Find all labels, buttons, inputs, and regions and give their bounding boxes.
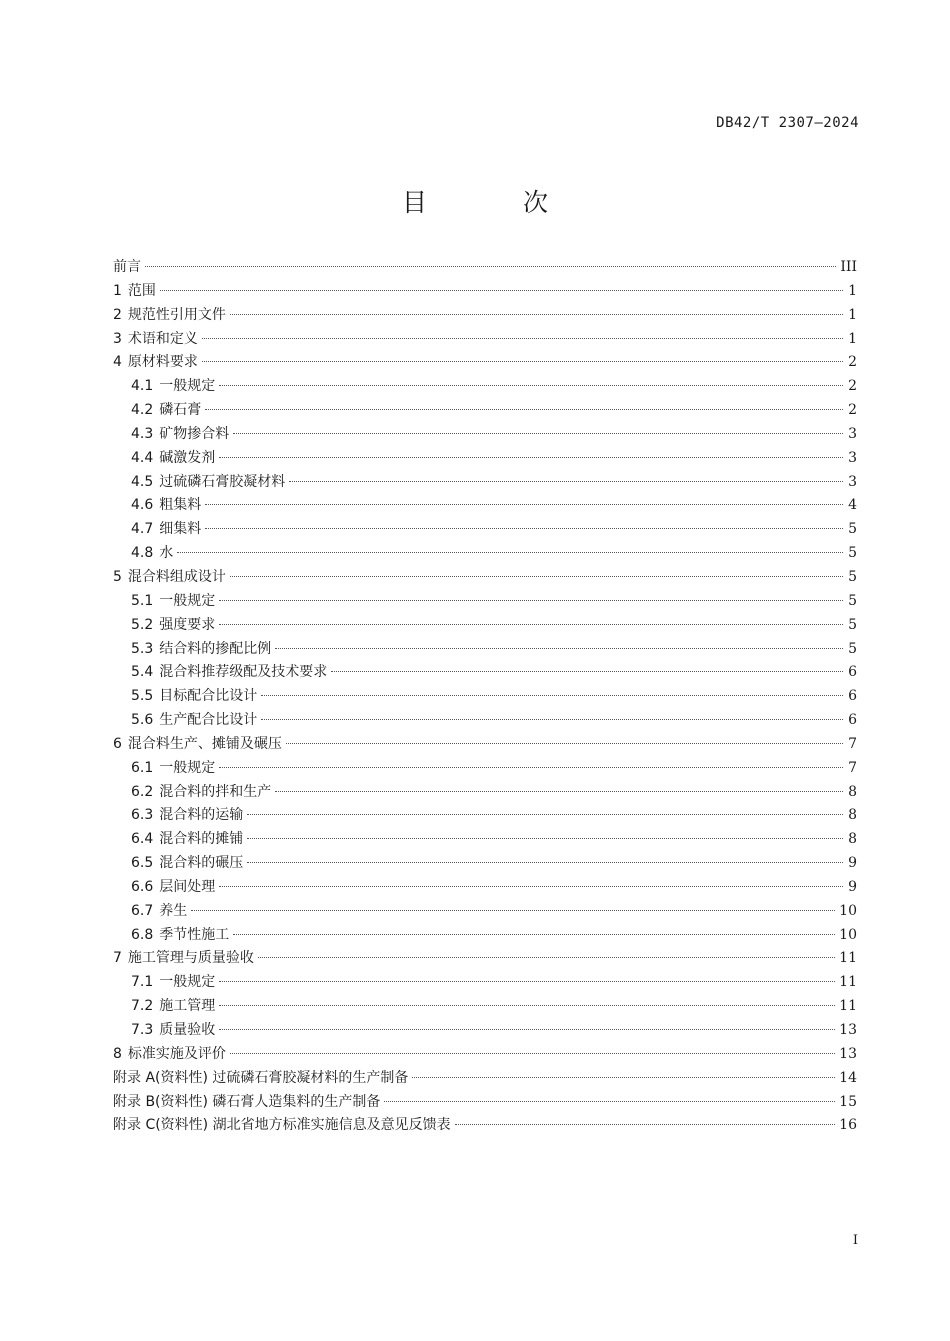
toc-entry-number: 5.6 <box>131 712 154 729</box>
toc-entry[interactable] <box>113 614 857 638</box>
toc-entry-page: 9 <box>848 878 857 895</box>
dot-leader <box>202 361 843 362</box>
toc-entry-page: 8 <box>848 807 857 824</box>
toc-entry-page: 10 <box>839 902 857 919</box>
dot-leader <box>258 957 835 958</box>
dot-leader <box>286 743 843 744</box>
toc-entry[interactable] <box>113 947 857 971</box>
toc-entry-page: 6 <box>848 688 857 705</box>
dot-leader <box>289 481 843 482</box>
toc-entry-number: 4.3 <box>131 425 154 442</box>
toc-entry[interactable] <box>113 1067 857 1091</box>
dot-leader <box>275 648 843 649</box>
toc-entry[interactable] <box>113 423 857 447</box>
toc-entry-label: 生产配合比设计 <box>159 712 258 729</box>
toc-entry-page: 13 <box>839 1045 857 1062</box>
dot-leader <box>219 385 843 386</box>
toc-entry[interactable] <box>113 447 857 471</box>
toc-entry-number: 4.7 <box>131 521 154 538</box>
toc-entry-page: 8 <box>848 831 857 848</box>
toc-entry-label: 前言 <box>113 259 141 275</box>
toc-entry[interactable] <box>113 542 857 566</box>
toc-entry[interactable] <box>113 733 857 757</box>
toc-entry[interactable] <box>113 995 857 1019</box>
toc-entry-label: 过硫磷石膏胶凝材料 <box>159 473 286 490</box>
toc-entry-number: 3 <box>113 330 122 347</box>
toc-entry-page: 2 <box>848 402 857 419</box>
dot-leader <box>331 671 843 672</box>
toc-entry-label: 附录 A(资料性) 过硫磷石膏胶凝材料的生产制备 <box>113 1069 409 1086</box>
toc-entry[interactable] <box>113 1091 857 1115</box>
toc-entry-number: 4.5 <box>131 473 154 490</box>
toc-entry-page: 7 <box>848 759 857 776</box>
toc-entry-number: 6.6 <box>131 878 154 895</box>
toc-entry[interactable] <box>113 852 857 876</box>
dot-leader <box>384 1101 835 1102</box>
toc-entry-page: 3 <box>848 473 857 490</box>
dot-leader <box>219 1029 835 1030</box>
toc-entry-number: 8 <box>113 1045 122 1062</box>
toc-entry[interactable] <box>113 566 857 590</box>
toc-entry[interactable] <box>113 399 857 423</box>
toc-entry-page: 5 <box>848 521 857 538</box>
toc-entry-page: 11 <box>839 950 857 967</box>
toc-entry-label: 粗集料 <box>159 497 202 514</box>
toc-entry-label: 结合料的掺配比例 <box>159 640 272 657</box>
toc-entry-number: 5.4 <box>131 664 154 681</box>
toc-entry-label: 一般规定 <box>159 759 216 776</box>
toc-entry-label: 一般规定 <box>159 592 216 609</box>
toc-entry-number: 6.5 <box>131 855 154 872</box>
toc-entry-label: 混合料推荐级配及技术要求 <box>159 664 328 681</box>
toc-entry-page: 11 <box>839 998 857 1015</box>
dot-leader <box>247 814 843 815</box>
dot-leader <box>177 552 843 553</box>
toc-entry-number: 4.8 <box>131 545 154 562</box>
toc-entry-page: 1 <box>848 306 857 323</box>
toc-entry-page: 14 <box>839 1069 857 1086</box>
toc-entry-number: 6 <box>113 735 122 752</box>
toc-entry-page: 6 <box>848 712 857 729</box>
dot-leader <box>233 433 843 434</box>
dot-leader <box>261 695 843 696</box>
toc-entry-label: 一般规定 <box>159 974 216 991</box>
dot-leader <box>412 1077 835 1078</box>
toc-entry-page: 10 <box>839 926 857 943</box>
toc-entry-number: 4.6 <box>131 497 154 514</box>
toc-entry[interactable] <box>113 304 857 328</box>
toc-entry-label: 混合料的碾压 <box>159 855 244 872</box>
dot-leader <box>455 1124 836 1125</box>
page-number: I <box>852 1233 858 1248</box>
toc-entry-page: 8 <box>848 783 857 800</box>
toc-entry[interactable] <box>113 781 857 805</box>
toc-entry[interactable] <box>113 1043 857 1067</box>
toc-entry[interactable] <box>113 1019 857 1043</box>
dot-leader <box>219 767 843 768</box>
toc-entry[interactable] <box>113 518 857 542</box>
toc-entry-label: 混合料的拌和生产 <box>159 783 272 800</box>
toc-entry-label: 混合料的运输 <box>159 807 244 824</box>
toc-entry-label: 混合料生产、摊铺及碾压 <box>127 735 282 752</box>
toc-entry-number: 7.3 <box>131 1022 154 1038</box>
toc-entry-page: III <box>840 259 857 275</box>
dot-leader <box>202 338 843 339</box>
toc-entry-number: 5.3 <box>131 640 154 657</box>
dot-leader <box>160 290 843 291</box>
dot-leader <box>230 1053 835 1054</box>
toc-entry-page: 5 <box>848 545 857 562</box>
toc-entry-label: 磷石膏 <box>159 402 202 419</box>
toc-entry[interactable] <box>113 900 857 924</box>
toc-entry-label: 矿物掺合料 <box>159 425 230 442</box>
toc-entry-label: 标准实施及评价 <box>127 1045 226 1062</box>
dot-leader <box>219 624 843 625</box>
toc-entry-page: 6 <box>848 664 857 681</box>
toc-entry[interactable] <box>113 709 857 733</box>
page-title: 目 次 <box>402 188 592 217</box>
toc-entry[interactable] <box>113 328 857 352</box>
dot-leader <box>261 719 843 720</box>
toc-entry[interactable] <box>113 638 857 662</box>
toc-entry-label: 目标配合比设计 <box>159 688 258 705</box>
toc-entry-label: 层间处理 <box>159 878 216 895</box>
dot-leader <box>230 314 843 315</box>
toc-entry-number: 4.2 <box>131 402 154 419</box>
toc-entry-number: 6.8 <box>131 926 154 943</box>
toc-entry-number: 4.1 <box>131 378 154 395</box>
toc-entry-page: 3 <box>848 425 857 442</box>
toc-entry-page: 11 <box>839 974 857 991</box>
toc-entry[interactable] <box>113 757 857 781</box>
toc-entry[interactable] <box>113 661 857 685</box>
toc-entry-number: 6.2 <box>131 783 154 800</box>
toc-entry-label: 水 <box>159 545 174 562</box>
dot-leader <box>145 266 836 267</box>
toc-entry-label: 原材料要求 <box>127 354 198 371</box>
toc-entry-page: 15 <box>839 1093 857 1110</box>
dot-leader <box>219 1005 835 1006</box>
toc-entry[interactable] <box>113 590 857 614</box>
toc-entry[interactable] <box>113 685 857 709</box>
toc-entry[interactable] <box>113 971 857 995</box>
toc-entry-number: 6.4 <box>131 831 154 848</box>
toc-entry-page: 5 <box>848 616 857 633</box>
dot-leader <box>233 934 835 935</box>
toc-entry-label: 附录 C(资料性) 湖北省地方标准实施信息及意见反馈表 <box>113 1117 451 1134</box>
toc-entry-page: 2 <box>848 354 857 371</box>
toc-entry[interactable] <box>113 804 857 828</box>
toc-entry-label: 强度要求 <box>159 616 216 633</box>
toc-entry-page: 1 <box>848 330 857 347</box>
document-code: DB42/T 2307—2024 <box>716 115 859 131</box>
toc-entry-number: 5.1 <box>131 592 154 609</box>
toc-entry-number: 5.2 <box>131 616 154 633</box>
table-of-contents <box>113 256 857 1138</box>
dot-leader <box>247 838 843 839</box>
toc-entry[interactable] <box>113 828 857 852</box>
toc-entry-number: 6.7 <box>131 902 154 919</box>
toc-entry-label: 术语和定义 <box>127 330 198 347</box>
toc-entry-label: 质量验收 <box>159 1022 216 1038</box>
toc-entry-number: 4 <box>113 354 122 371</box>
toc-entry[interactable] <box>113 471 857 495</box>
toc-entry-label: 范围 <box>127 282 156 299</box>
toc-entry-number: 7.2 <box>131 998 154 1015</box>
toc-entry[interactable] <box>113 351 857 375</box>
toc-entry[interactable] <box>113 256 857 280</box>
dot-leader <box>230 576 843 577</box>
toc-entry-number: 5.5 <box>131 688 154 705</box>
dot-leader <box>247 862 843 863</box>
toc-entry-page: 5 <box>848 640 857 657</box>
toc-entry-page: 4 <box>848 497 857 514</box>
toc-entry-label: 季节性施工 <box>159 926 230 943</box>
toc-entry[interactable] <box>113 494 857 518</box>
toc-entry-number: 6.3 <box>131 807 154 824</box>
toc-entry-label: 碱激发剂 <box>159 449 216 466</box>
toc-entry-page: 13 <box>839 1022 857 1038</box>
toc-entry[interactable] <box>113 876 857 900</box>
dot-leader <box>219 457 843 458</box>
toc-entry-label: 附录 B(资料性) 磷石膏人造集料的生产制备 <box>113 1093 381 1110</box>
dot-leader <box>219 981 835 982</box>
toc-entry-page: 1 <box>848 282 857 299</box>
toc-entry-page: 5 <box>848 592 857 609</box>
toc-entry[interactable] <box>113 375 857 399</box>
toc-entry-label: 施工管理与质量验收 <box>127 950 254 967</box>
toc-entry-page: 9 <box>848 855 857 872</box>
toc-entry-number: 2 <box>113 306 122 323</box>
toc-entry-number: 4.4 <box>131 449 154 466</box>
toc-entry-number: 7 <box>113 950 122 967</box>
toc-entry-label: 施工管理 <box>159 998 216 1015</box>
dot-leader <box>219 600 843 601</box>
toc-entry-label: 一般规定 <box>159 378 216 395</box>
toc-entry-number: 7.1 <box>131 974 154 991</box>
dot-leader <box>205 409 843 410</box>
toc-entry[interactable] <box>113 1114 857 1138</box>
toc-entry-page: 2 <box>848 378 857 395</box>
toc-entry[interactable] <box>113 280 857 304</box>
toc-entry-label: 混合料的摊铺 <box>159 831 244 848</box>
toc-entry-label: 规范性引用文件 <box>127 306 226 323</box>
toc-entry-page: 3 <box>848 449 857 466</box>
toc-entry-label: 细集料 <box>159 521 202 538</box>
toc-entry-label: 养生 <box>159 902 188 919</box>
dot-leader <box>191 910 835 911</box>
toc-entry-number: 5 <box>113 568 122 585</box>
toc-entry-number: 6.1 <box>131 759 154 776</box>
dot-leader <box>205 504 843 505</box>
toc-entry-page: 7 <box>848 735 857 752</box>
toc-entry[interactable] <box>113 924 857 948</box>
toc-entry-page: 16 <box>839 1117 857 1134</box>
toc-entry-number: 1 <box>113 282 122 299</box>
dot-leader <box>205 528 843 529</box>
toc-entry-page: 5 <box>848 568 857 585</box>
dot-leader <box>275 791 843 792</box>
dot-leader <box>219 886 843 887</box>
toc-entry-label: 混合料组成设计 <box>127 568 226 585</box>
